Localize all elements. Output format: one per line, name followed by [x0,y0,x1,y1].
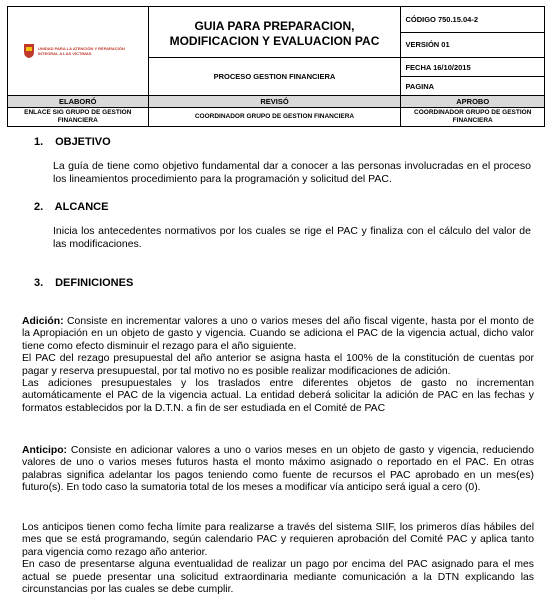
section-title: DEFINICIONES [55,277,134,289]
logo [8,44,148,58]
section-definiciones-heading [34,277,133,289]
document-header [7,6,545,127]
elaboro-value: ENLACE SIG GRUPO DE GESTION FINANCIERA [8,108,149,127]
definition-anticipo [22,445,534,495]
anticipo-text-1: Consiste en adicionar valores a uno o varios meses en un objeto de gasto y vigencia, reduciendo valores de uno o varios meses futuros hasta el monto máximo asignado o reportado en el PAC. En otras palabras significa adelantar los pagos teniendo como fuente de recursos el PAC aprobado en un mes(es) futuro(s). En todo caso la sumatoria total de los meses a modificar vía anticipo será igual a cero (0). [22,445,534,494]
adicion-text-3: Las adiciones presupuestales y los traslados entre diferentes objetos de gasto no incrementan automáticamente el PAC de la vigencia actual. La entidad deberá solicitar la adición de PAC en las fechas y formatos establecidos por la D.T.N. a fin de ser estudiada en el Comité de PAC [22,378,534,414]
section-objetivo-heading [34,136,111,148]
section-alcance-text: Inicia los antecedentes normativos por los cuales se rige el PAC y finaliza con el cálculo del valor de las modificaciones. [53,225,531,250]
section-objetivo-text: La guía de tiene como objetivo fundamental dar a conocer a las personas involucradas en el proceso los lineamientos procedimiento para la programación y solicitud del PAC. [53,160,531,185]
section-number: 3. [34,277,44,289]
anticipo-text-2: Los anticipos tienen como fecha límite para realizarse a través del sistema SIIF, los primeros días hábiles del mes que se está programando, según calendario PAC y requieren aprobación del Comité PAC y aplica tanto para vigencia como rezago año anterior. [22,522,534,558]
title-cell [148,7,401,58]
document-title: GUIA PARA PREPARACION, MODIFICACION Y EVALUACION PAC [169,19,380,48]
shield-icon [24,44,34,58]
definition-anticipo-notes [22,522,534,596]
logo-text: UNIDAD PARA LA ATENCIÓN Y REPARACIÓN INTEGRAL A LAS VÍCTIMAS [38,46,125,56]
version-cell: VERSIÓN 01 [401,32,545,58]
code-cell: CÓDIGO 750.15.04-2 [401,7,545,33]
section-title: OBJETIVO [55,136,111,148]
elaboro-header: ELABORÓ [8,96,149,108]
adicion-text-1: Consiste en incrementar valores a uno o varios meses del año fiscal vigente, hasta por el monto de la Apropiación en un objeto de gasto y vigencia. Cuando se adiciona el PAC de la vigencia actual, dicho valor tiene como efecto disminuir el rezago para el año siguiente. [22,316,534,352]
page-cell: PAGINA [401,77,545,96]
aprobo-header: APROBO [401,96,545,108]
definition-adicion [22,316,534,415]
section-title: ALCANCE [54,201,109,213]
reviso-header: REVISÓ [148,96,401,108]
term-adicion: Adición: [22,316,64,327]
logo-cell [8,7,149,96]
adicion-text-2: El PAC del rezago presupuestal del año anterior se asigna hasta el 100% de la constitución de cuentas por pagar y reserva presupuestal, por tal motivo no es posible realizar modificaciones de adición. [22,353,534,377]
aprobo-value: COORDINADOR GRUPO DE GESTION FINANCIERA [401,108,545,127]
section-number: 2. [34,201,44,213]
date-cell: FECHA 16/10/2015 [401,58,545,77]
section-alcance-heading [34,201,108,213]
process-cell: PROCESO GESTION FINANCIERA [148,58,401,96]
reviso-value: COORDINADOR GRUPO DE GESTION FINANCIERA [148,108,401,127]
term-anticipo: Anticipo: [22,445,68,456]
anticipo-text-3: En caso de presentarse alguna eventualidad de realizar un pago por encima del PAC asignado para el mes actual se puede presentar una solicitud extraordinaria mediante comunicación a la DTN explicando las circunstancias por las cuales se debe cumplir. [22,559,534,596]
section-number: 1. [34,136,44,148]
